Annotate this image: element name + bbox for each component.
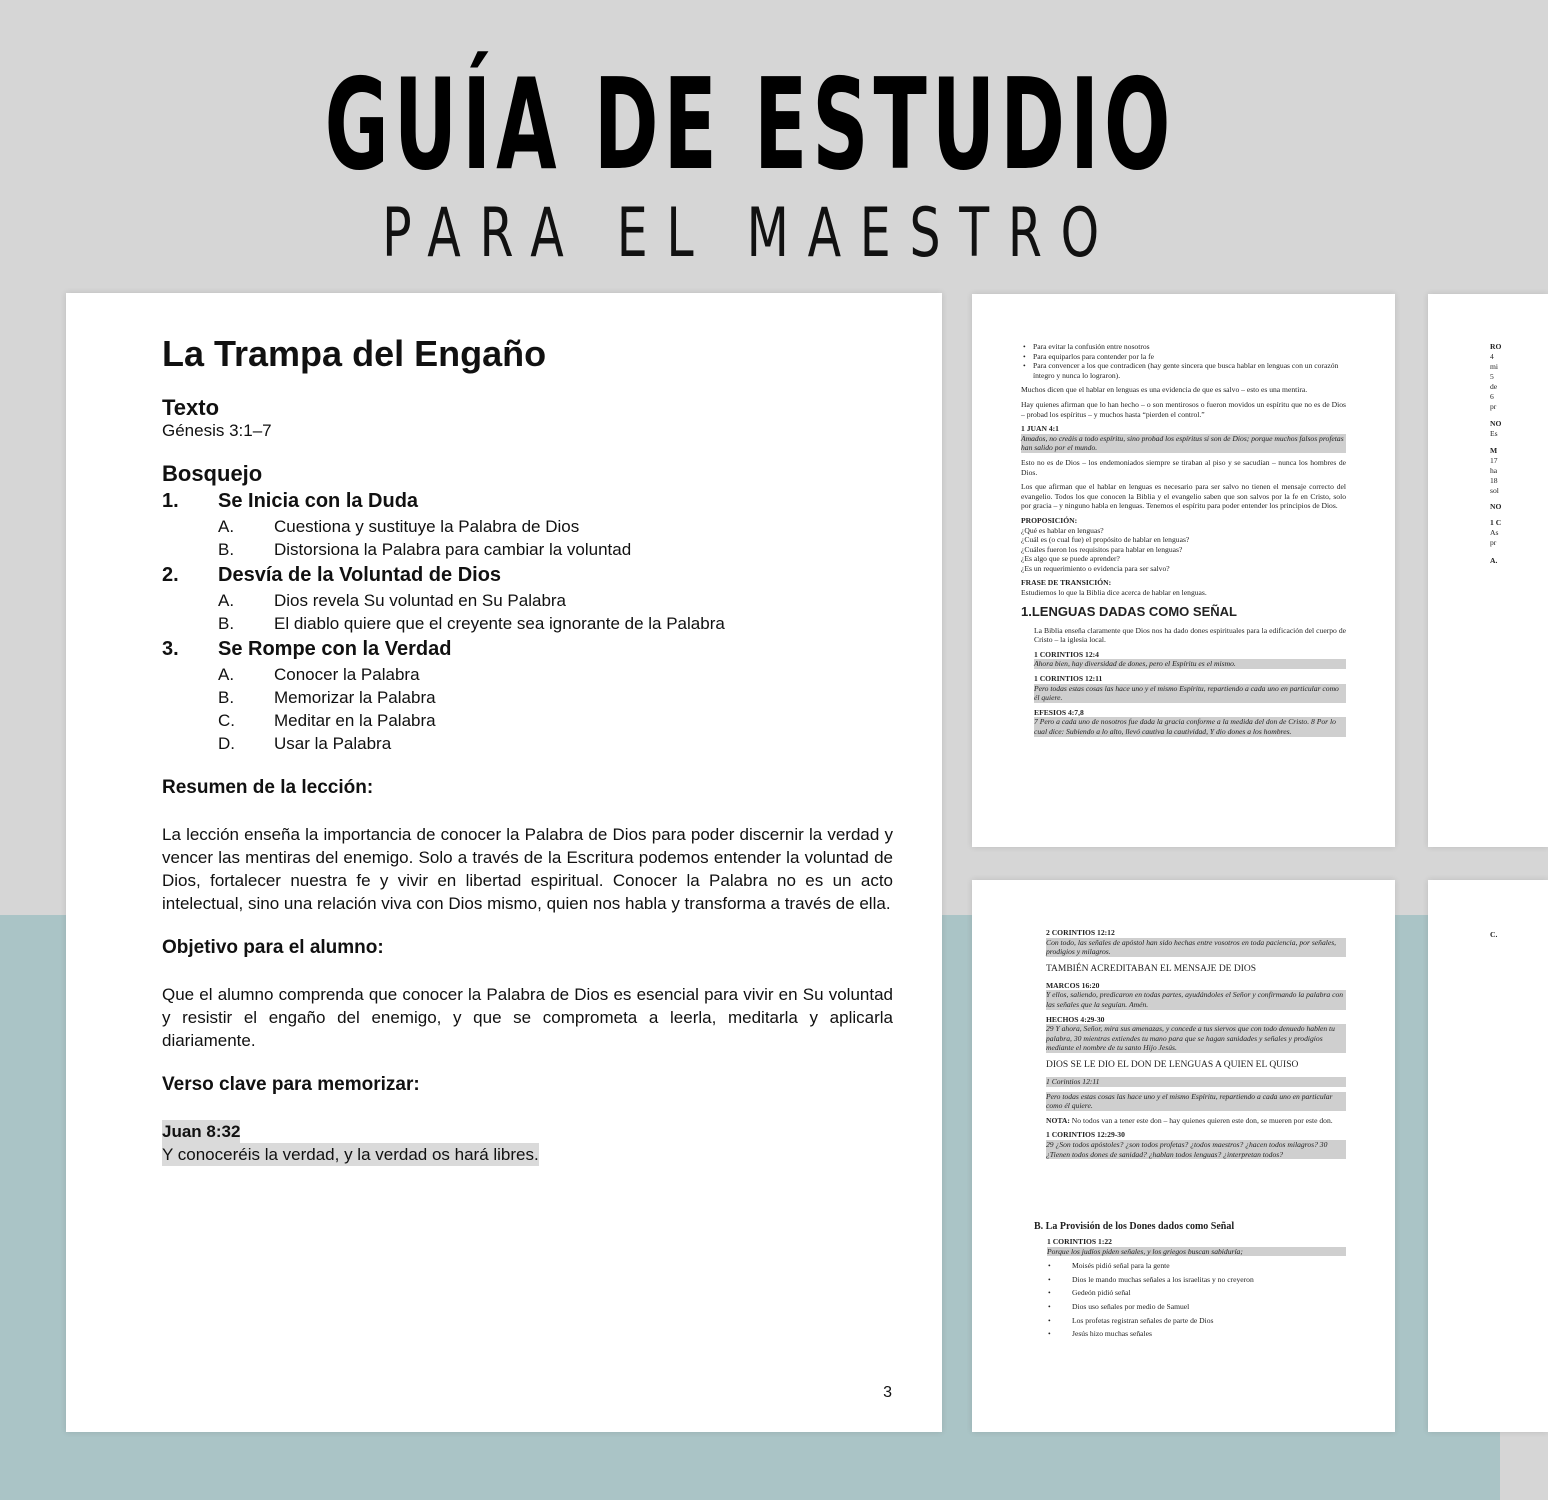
scripture-ref: 1 CORINTIOS 12:29-30 — [1046, 1130, 1125, 1140]
outline-subitem-text: El diablo quiere que el creyente sea ignorante de la Palabra — [274, 614, 725, 633]
section-b-body — [1034, 1237, 1346, 1339]
banner-subtitle: PARA EL MAESTRO — [382, 194, 1118, 273]
page-5-edge-text: C. — [1490, 930, 1498, 939]
outline-subitem-letter: D. — [218, 734, 235, 753]
outline-subitem — [162, 515, 893, 538]
verso-reference: Juan 8:32 — [162, 1122, 241, 1141]
scripture-verse: Porque los judíos piden señales, y los griegos buscan sabiduría; — [1047, 1247, 1346, 1257]
resumen-heading: Resumen de la lección: — [162, 777, 374, 798]
banner-title: GUÍA DE ESTUDIO — [324, 51, 1176, 198]
bullet-item: • Para convencer a los que contradicen (hay gente sincera que busca hablar en lenguas con un corazón íntegro y nunca lo lograron). — [1033, 361, 1346, 380]
outline-subitem-text: Meditar en la Palabra — [274, 711, 436, 730]
section-body — [1021, 626, 1346, 737]
section-b-heading: B. La Provisión de los Dones dados como Señal — [1034, 1221, 1235, 1232]
section-heading: 1.LENGUAS DADAS COMO SEÑAL — [1021, 603, 1237, 619]
edge-fragment: pr — [1490, 402, 1497, 411]
outline-number: 2. — [162, 564, 179, 586]
nota-label: NOTA: — [1046, 1115, 1070, 1125]
outline-label: Se Rompe con la Verdad — [218, 638, 452, 660]
outline-subitem-text: Usar la Palabra — [274, 734, 392, 753]
resumen-text: La lección enseña la importancia de conocer la Palabra de Dios para poder discernir la verdad y vencer las mentiras del enemigo. Solo a través de la Escritura podemos entender la voluntad de Dios, fortalecer nuestra fe y vivir en libertad espiritual. Conocer la Palabra no es un acto intelectual, sino una relación viva con Dios mismo, quien nos habla y transforma a través de ella. — [162, 825, 893, 913]
scripture-verse: Con todo, las señales de apóstol han sido hechas entre vosotros en toda paciencia, por señales, prodigios y milagros. — [1046, 938, 1346, 957]
transicion-heading: FRASE DE TRANSICIÓN: — [1021, 578, 1112, 588]
outline-subitem-letter: B. — [218, 688, 235, 707]
edge-fragment: A. — [1490, 556, 1498, 565]
transicion-text: Estudiemos lo que la Biblia dice acerca de hablar en lenguas. — [1021, 588, 1207, 598]
outline-label: Se Inicia con la Duda — [218, 490, 419, 512]
proposicion-question: ¿Qué es hablar en lenguas? — [1021, 525, 1104, 535]
scripture-ref: MARCOS 16:20 — [1046, 980, 1100, 990]
edge-fragment: mi — [1490, 362, 1499, 371]
nota-text: No todos van a tener este don – hay quienes quieren este don, se mueren por este don. — [1069, 1115, 1333, 1125]
outline-subitem-letter: A. — [218, 591, 235, 610]
texto-heading: Texto — [162, 395, 220, 420]
scripture-ref: 1 CORINTIOS 1:22 — [1047, 1237, 1112, 1246]
edge-fragment: M — [1490, 446, 1498, 455]
edge-fragment: 5 — [1490, 372, 1494, 381]
scripture-verse: Y ellos, saliendo, predicaron en todas partes, ayudándoles el Señor y confirmando la palabra con las señales que la seguían. Amén. — [1046, 990, 1346, 1009]
caps-heading: TAMBIÉN ACREDITABAN EL MENSAJE DE DIOS — [1046, 963, 1257, 974]
page-2-paragraph: Los que afirman que el hablar en lenguas es necesario para ser salvo no tienen el mensaje correcto del evangelio. Todos los que conocen la Biblia y el evangelio saben que son salvos por la fe en Cristo, solo por gracia – y ninguno habla en lenguas. Tenemos el espíritu para poder entender los principios de Dios. — [1021, 482, 1346, 511]
bullet-item: • Para evitar la confusión entre nosotros — [1033, 342, 1346, 352]
verso-heading: Verso clave para memorizar: — [162, 1074, 420, 1095]
thumbnail-page-2 — [972, 294, 1395, 847]
page-3-content — [1046, 928, 1346, 1164]
proposicion-question: ¿Cuál es (o cual fue) el propósito de hablar en lenguas? — [1021, 535, 1190, 545]
edge-fragment: sol — [1490, 486, 1499, 495]
scripture-verse: 7 Pero a cada uno de nosotros fue dada la gracia conforme a la medida del don de Cristo. 8 Por lo cual dice: Subiendo a lo alto, llevó cautiva la cautividad, Y dio dones a los hombres. — [1034, 717, 1346, 736]
scripture-verse: Pero todas estas cosas las hace uno y el mismo Espíritu, repartiendo a cada uno en particular como él quiere. — [1046, 1092, 1346, 1111]
outline-subitem — [162, 589, 893, 612]
edge-fragment: pr — [1490, 538, 1497, 547]
edge-fragment: 1 C — [1490, 518, 1502, 527]
outline-subitem-text: Memorizar la Palabra — [274, 688, 436, 707]
bullet-item: • Los profetas registran señales de parte de Dios — [1072, 1316, 1346, 1326]
outline-subitem-letter: B. — [218, 614, 235, 633]
main-page — [66, 293, 942, 1432]
page-2-bullets — [1021, 342, 1346, 380]
edge-fragment: Es — [1490, 429, 1498, 438]
scripture-verse: 29 Y ahora, Señor, mira sus amenazas, y concede a tus siervos que con todo denuedo hablen tu palabra, 30 mientras extiendes tu mano para que se hagan sanidades y señales y prodigios mediante el nombre de tu santo Hijo Jesús. — [1046, 1024, 1346, 1053]
scripture-ref: EFESIOS 4:7,8 — [1034, 707, 1084, 717]
outline-subitem — [162, 538, 893, 561]
thumbnail-page-4 — [1428, 294, 1548, 847]
scripture-ref: 2 CORINTIOS 12:12 — [1046, 928, 1115, 937]
edge-fragment: 18 — [1490, 476, 1498, 485]
scripture-verse: Amados, no creáis a todo espíritu, sino probad los espíritus si son de Dios; porque muchos falsos profetas han salido por el mundo. — [1021, 434, 1346, 453]
bullet-item: • Moisés pidió señal para la gente — [1072, 1261, 1346, 1271]
proposicion-question: ¿Es algo que se puede aprender? — [1021, 554, 1120, 564]
thumbnail-page-5 — [1428, 880, 1548, 1432]
verso-text: Y conoceréis la verdad, y la verdad os hará libres. — [162, 1145, 539, 1164]
outline-number: 3. — [162, 638, 179, 660]
objetivo-heading: Objetivo para el alumno: — [162, 937, 384, 958]
outline-subitem-letter: B. — [218, 540, 235, 559]
outline-subitem-text: Conocer la Palabra — [274, 665, 420, 684]
proposicion-question: ¿Es un requerimiento o evidencia para ser salvo? — [1021, 563, 1170, 573]
proposicion-question: ¿Cuáles fueron los requisitos para hablar en lenguas? — [1021, 544, 1183, 554]
main-page-content — [162, 333, 893, 1166]
edge-fragment: 6 — [1490, 392, 1494, 401]
outline-subitem — [162, 732, 893, 755]
page-3-bullets — [1047, 1261, 1346, 1339]
outline-subitem-text: Distorsiona la Palabra para cambiar la voluntad — [274, 540, 632, 559]
outline-subitem-text: Cuestiona y sustituye la Palabra de Dios — [274, 517, 580, 536]
outline-subitem — [162, 612, 893, 635]
outline-item — [162, 562, 893, 589]
scripture-verse: 29 ¿Son todos apóstoles? ¿son todos profetas? ¿todos maestros? ¿hacen todos milagros? 30 ¿Tienen todos dones de sanidad? ¿hablan todos lenguas? ¿interpretan todos? — [1046, 1140, 1346, 1159]
bullet-item: • Dios le mando muchas señales a los israelitas y no creyeron — [1072, 1275, 1346, 1285]
page-2-paragraph: Muchos dicen que el hablar en lenguas es una evidencia de que es salvo – esto es una mentira. — [1021, 385, 1308, 395]
nota — [1046, 1116, 1346, 1126]
bullet-item: • Jesús hizo muchas señales — [1072, 1329, 1346, 1339]
scripture-ref: 1 JUAN 4:1 — [1021, 424, 1059, 434]
edge-fragment: RO — [1490, 342, 1502, 351]
page-2-paragraph: Hay quienes afirman que lo han hecho – o son mentirosos o fueron movidos un espíritu que no es de Dios – probad los espíritus – y muchos hasta “pierden el control.” — [1021, 399, 1346, 419]
outline-subitem-letter: A. — [218, 517, 235, 536]
edge-fragment: As — [1490, 528, 1499, 537]
lesson-title: La Trampa del Engaño — [162, 333, 547, 374]
objetivo-text: Que el alumno comprenda que conocer la Palabra de Dios es esencial para vivir en Su voluntad y resistir el engaño del enemigo, y que se comprometa a leerla, meditarla y aplicarla diariamente. — [162, 985, 893, 1050]
outline-label: Desvía de la Voluntad de Dios — [218, 564, 502, 586]
outline-item — [162, 636, 893, 663]
proposicion-heading: PROPOSICIÓN: — [1021, 515, 1078, 525]
section-text: La Biblia enseña claramente que Dios nos ha dado dones espirituales para la edificación del cuerpo de Cristo – la iglesia local. — [1034, 625, 1346, 645]
page-2-paragraph: Esto no es de Dios – los endemoniados siempre se tiraban al piso y se sacudían – nunca los hombres de Dios. — [1021, 457, 1346, 477]
outline-list — [162, 488, 893, 755]
outline-item — [162, 488, 893, 515]
outline — [162, 461, 893, 755]
outline-subitem-letter: C. — [218, 711, 235, 730]
page-number: 3 — [883, 1384, 892, 1401]
edge-fragment: NO — [1490, 419, 1502, 428]
scripture-verse: Ahora bien, hay diversidad de dones, pero el Espíritu es el mismo. — [1034, 659, 1346, 669]
outline-subitem — [162, 686, 893, 709]
page-2-content — [1021, 342, 1346, 742]
scripture-ref: 1 CORINTIOS 12:4 — [1034, 649, 1099, 659]
bullet-item: • Gedeón pidió señal — [1072, 1288, 1346, 1298]
proposicion-questions — [1021, 526, 1346, 574]
page-3-section-b — [1034, 1214, 1346, 1343]
outline-subitem-text: Dios revela Su voluntad en Su Palabra — [274, 591, 567, 610]
edge-fragment: ha — [1490, 466, 1498, 475]
outline-subitem — [162, 709, 893, 732]
outline-subitem — [162, 663, 893, 686]
scripture-ref: 1 Corintios 12:11 — [1046, 1077, 1346, 1087]
edge-fragment: 17 — [1490, 456, 1498, 465]
texto-reference: Génesis 3:1–7 — [162, 421, 272, 440]
outline-subitem-letter: A. — [218, 665, 235, 684]
bosquejo-heading: Bosquejo — [162, 461, 263, 486]
scripture-ref: HECHOS 4:29-30 — [1046, 1014, 1105, 1024]
outline-number: 1. — [162, 490, 179, 512]
caps-heading: DIOS SE LE DIO EL DON DE LENGUAS A QUIEN EL QUISO — [1046, 1059, 1299, 1070]
scripture-ref: 1 CORINTIOS 12:11 — [1034, 674, 1103, 684]
scripture-verse: Pero todas estas cosas las hace uno y el mismo Espíritu, repartiendo a cada uno en particular como él quiere. — [1034, 684, 1346, 703]
edge-fragment: 4 — [1490, 352, 1494, 361]
edge-fragment: NO — [1490, 502, 1502, 511]
edge-fragment: de — [1490, 382, 1498, 391]
thumbnail-page-3 — [972, 880, 1395, 1432]
bullet-item: • Dios uso señales por medio de Samuel — [1072, 1302, 1346, 1312]
bullet-item: • Para equiparlos para contender por la fe — [1033, 352, 1346, 362]
